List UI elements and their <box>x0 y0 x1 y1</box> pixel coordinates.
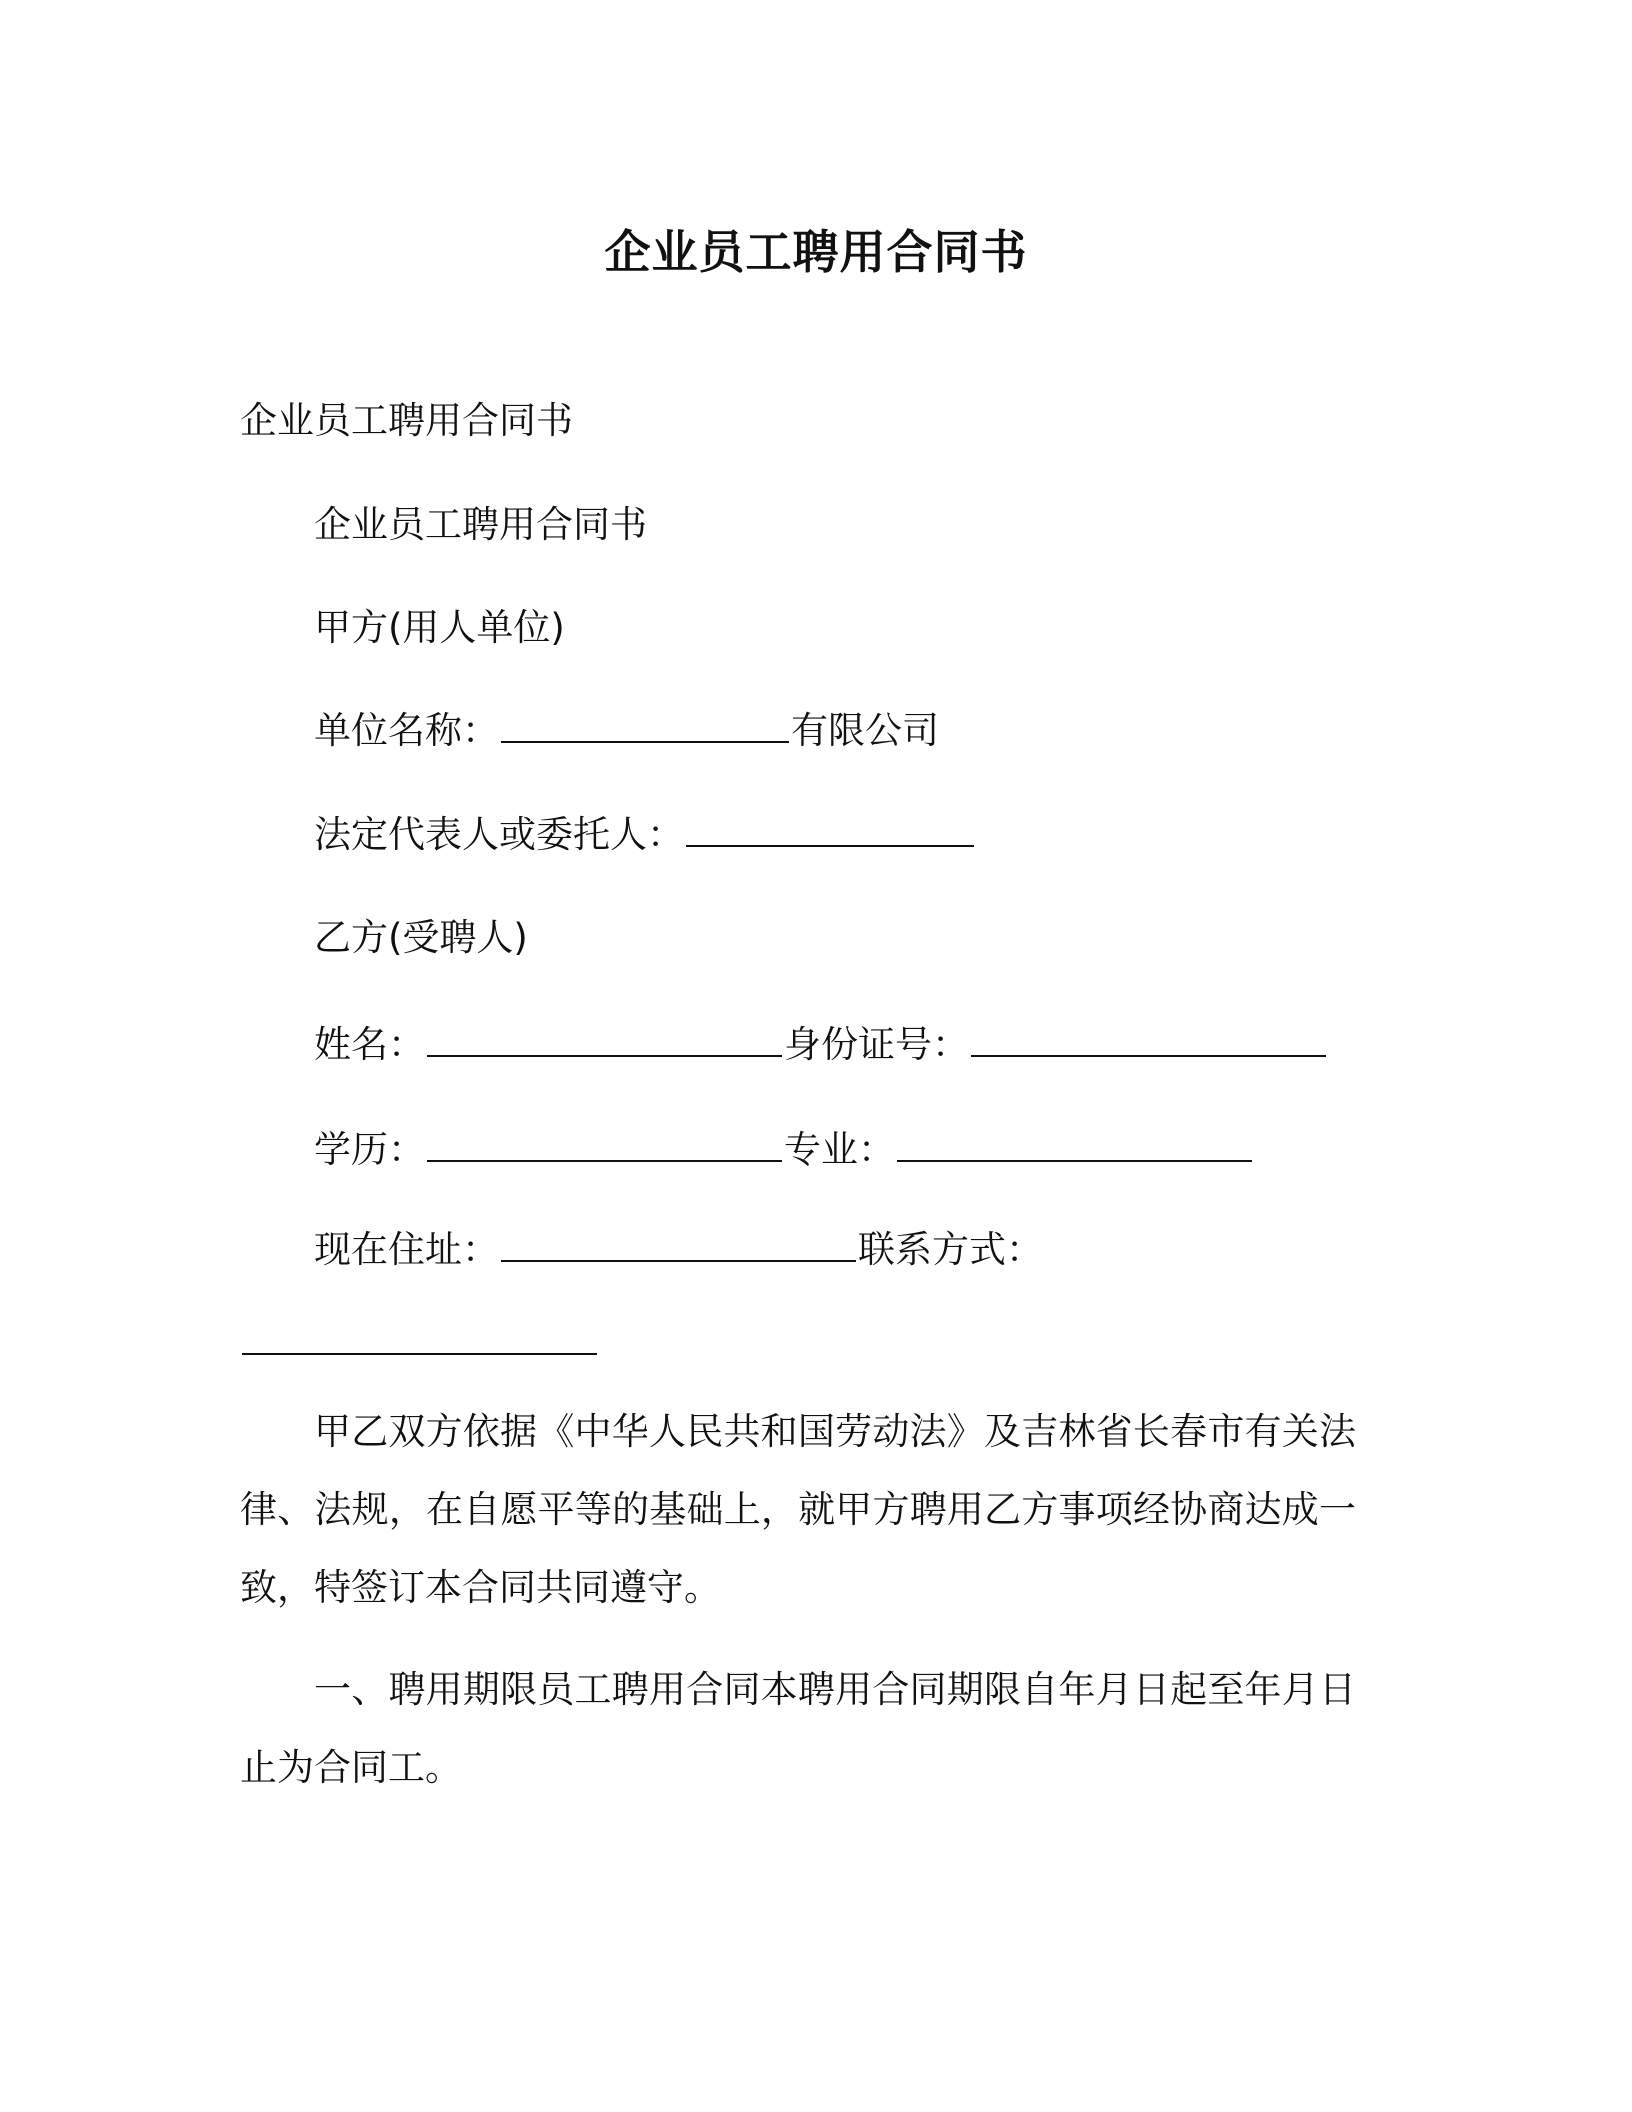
id-blank <box>971 1023 1326 1057</box>
clause-1-paragraph: 一、聘用期限员工聘用合同本聘用合同期限自年月日起至年月日止为合同工。 <box>240 1668 1356 1789</box>
contact-blank-row <box>240 1318 599 1368</box>
legal-rep-label: 法定代表人或委托人： <box>314 813 684 856</box>
major-label: 专业： <box>784 1128 895 1171</box>
subtitle-indent: 企业员工聘用合同书 <box>314 503 647 546</box>
address-contact-row <box>314 1225 1043 1275</box>
address-label: 现在住址： <box>314 1228 499 1271</box>
contact-blank <box>242 1321 597 1355</box>
document-title: 企业员工聘用合同书 <box>604 225 1028 279</box>
preamble-paragraph: 甲乙双方依据《中华人民共和国劳动法》及吉林省长春市有关法律、法规，在自愿平等的基础上，就甲方聘用乙方事项经协商达成一致，特签订本合同共同遵守。 <box>240 1410 1356 1609</box>
name-label: 姓名： <box>314 1023 425 1066</box>
unit-name-row <box>314 706 939 756</box>
contact-label: 联系方式： <box>858 1228 1043 1271</box>
education-major-row <box>314 1125 1254 1175</box>
id-label: 身份证号： <box>784 1023 969 1066</box>
education-blank <box>427 1128 782 1162</box>
party-a-heading: 甲方(用人单位) <box>314 606 565 649</box>
education-label: 学历： <box>314 1128 425 1171</box>
unit-name-suffix: 有限公司 <box>791 709 939 752</box>
party-b-heading: 乙方(受聘人) <box>314 916 528 959</box>
legal-rep-row <box>314 810 976 860</box>
major-blank <box>897 1128 1252 1162</box>
address-blank <box>501 1228 856 1262</box>
unit-name-label: 单位名称： <box>314 709 499 752</box>
subtitle-flush: 企业员工聘用合同书 <box>240 399 573 442</box>
unit-name-blank <box>501 709 789 743</box>
name-blank <box>427 1023 782 1057</box>
legal-rep-blank <box>686 813 974 847</box>
name-id-row <box>314 1020 1328 1070</box>
